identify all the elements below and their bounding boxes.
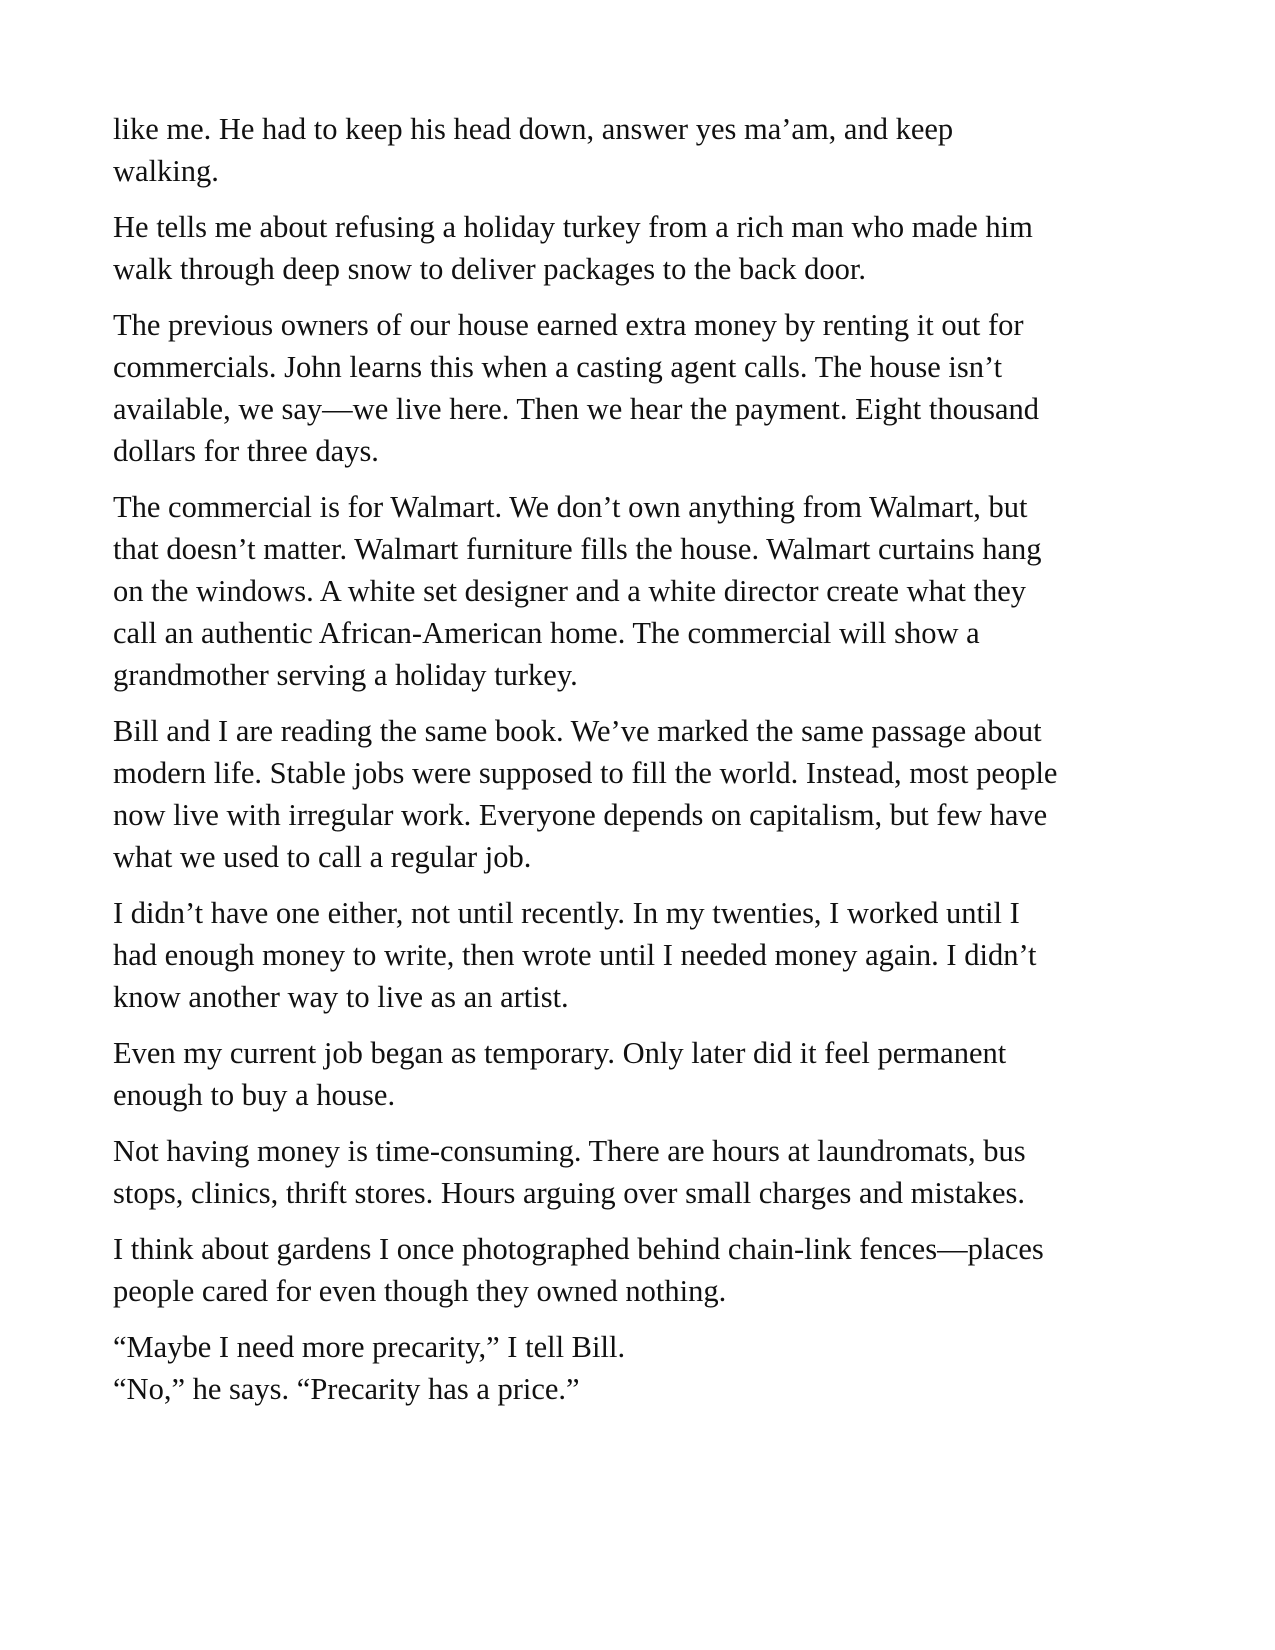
dialogue-line: “No,” he says. “Precarity has a price.” <box>113 1372 580 1406</box>
paragraph: Even my current job began as temporary. Only later did it feel permanent enough to buy a house. <box>113 1036 1007 1112</box>
paragraph: Bill and I are reading the same book. We’ve marked the same passage about modern life. Stable jobs were supposed to fill the world. Instead, most people now live with irregular work. Everyone depends on capitalism, but few have what we used to call a regular job. <box>113 714 1058 874</box>
paragraph: Not having money is time-consuming. There are hours at laundromats, bus stops, clinics, thrift stores. Hours arguing over small charges and mistakes. <box>113 1134 1026 1210</box>
document-page <box>113 108 1113 1424</box>
paragraph: The commercial is for Walmart. We don’t own anything from Walmart, but that doesn’t matter. Walmart furniture fills the house. Walmart curtains hang on the windows. A white set designer and a white director create what they call an authentic African-American home. The commercial will show a grandmother serving a holiday turkey. <box>113 490 1042 692</box>
paragraph: He tells me about refusing a holiday turkey from a rich man who made him walk through deep snow to deliver packages to the back door. <box>113 210 1033 286</box>
paragraph: I didn’t have one either, not until recently. In my twenties, I worked until I had enough money to write, then wrote until I needed money again. I didn’t know another way to live as an artist. <box>113 896 1037 1014</box>
dialogue-line: “Maybe I need more precarity,” I tell Bill. <box>113 1330 626 1364</box>
paragraph: like me. He had to keep his head down, answer yes ma’am, and keep walking. <box>113 112 954 188</box>
paragraph: The previous owners of our house earned extra money by renting it out for commercials. John learns this when a casting agent calls. The house isn’t available, we say—we live here. Then we hear the payment. Eight thousand dollars for three days. <box>113 308 1039 468</box>
paragraph: I think about gardens I once photographed behind chain-link fences—places people cared for even though they owned nothing. <box>113 1232 1044 1308</box>
